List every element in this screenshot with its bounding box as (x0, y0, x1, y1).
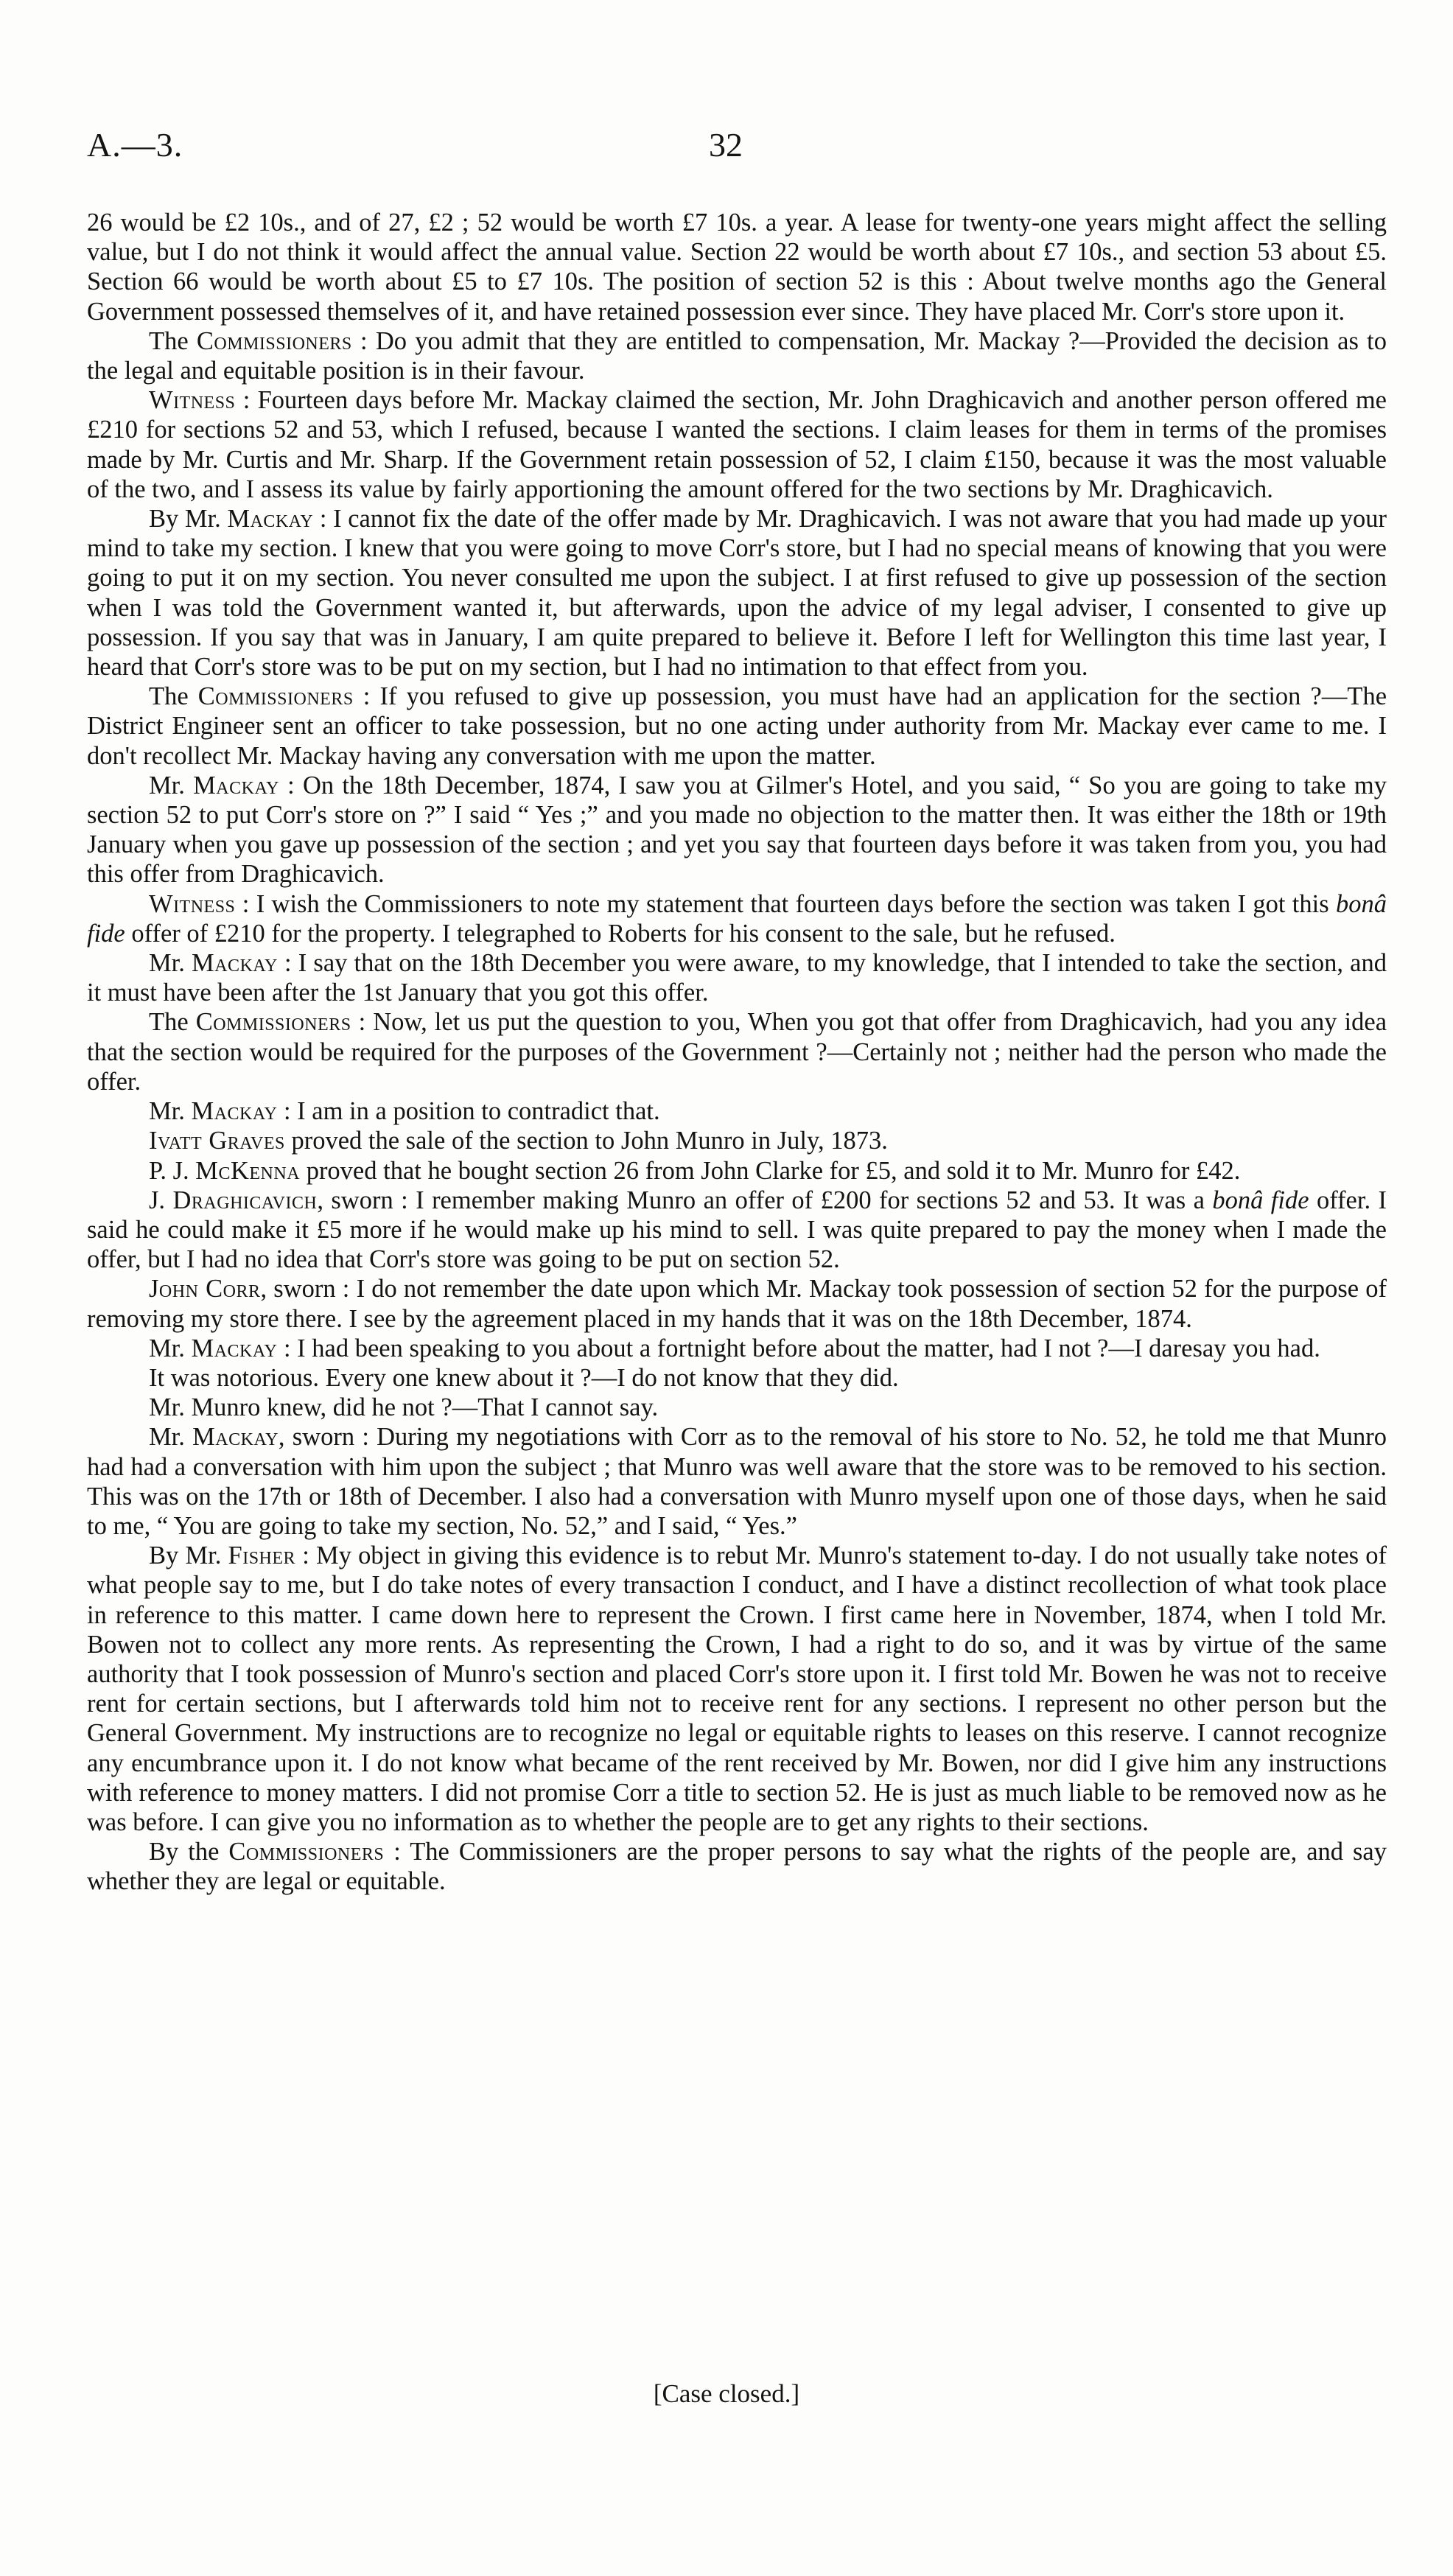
paragraph (87, 771, 1387, 889)
text-run: By the (149, 1838, 229, 1866)
text-run: : Do you admit that they are entitled to compensation, Mr. Mackay ?—Provided the decision as to the legal and equitable position is in their favour. (87, 326, 1387, 385)
text-run: offer of £210 for the property. I telegraphed to Roberts for his consent to the sale, but he refused. (125, 919, 1116, 948)
document-identifier: A.—3. (87, 126, 183, 164)
text-run: : I wish the Commissioners to note my statement that fourteen days before the section was taken I got this (235, 889, 1336, 918)
text-run: : Fourteen days before Mr. Mackay claimed the section, Mr. John Draghicavich and another person offered me £210 for sections 52 and 53, which I refused, because I wanted the sections. I claim leases for them in terms of the promises made by Mr. Curtis and Mr. Sharp. If the Government retain possession of 52, I claim £150, because it was the most valuable of the two, and I assess its value by fairly apportioning the amount offered for the two sections by Mr. Draghicavich. (87, 386, 1387, 503)
text-run: , sworn : I remember making Munro an offer of £200 for sections 52 and 53. It was a (317, 1186, 1213, 1214)
speaker-name: Mackay (191, 1334, 278, 1362)
speaker-name: Mackay (192, 1423, 279, 1452)
speaker-name: Draghicavich (172, 1186, 318, 1214)
paragraph (87, 889, 1387, 948)
paragraph (87, 326, 1387, 385)
text-run: J. (149, 1186, 173, 1214)
paragraph (87, 1363, 1387, 1393)
speaker-name: Commissioners (228, 1838, 385, 1866)
text-run: offer. I said he could make it £5 more if he would make up his mind to sell. I was quite prepared to pay the money when I made the offer, but I had no idea that Corr's store was going to be put on section 52. (87, 1186, 1387, 1274)
text-run: : I say that on the 18th December you were aware, to my knowledge, that I intended to take the section, and it must have been after the 1st January that you got this offer. (87, 949, 1387, 1007)
speaker-name: Mackay (192, 949, 278, 978)
closing-note: [Case closed.] (653, 2379, 800, 2408)
italic-phrase: bonâ fide (87, 889, 1387, 948)
text-run: By Mr. (149, 1541, 228, 1570)
text-run: : The Commissioners are the proper persons to say what the rights of the people are, and say whether they are legal or equitable. (87, 1838, 1387, 1896)
paragraph (87, 385, 1387, 504)
paragraph (87, 948, 1387, 1007)
paragraph (87, 1393, 1387, 1422)
speaker-name: Mackay (193, 771, 279, 799)
paragraph (87, 1422, 1387, 1541)
text-run: : On the 18th December, 1874, I saw you at Gilmer's Hotel, and you said, “ So you are going to take my section 52 to put Corr's store on ?” I said “ Yes ;” and you made no objection to the matter then. It was either the 18th or 19th January when you gave up possession of the section ; and yet you say that fourteen days before it was taken from you, you had this offer from Draghicavich. (87, 771, 1387, 889)
text-run: : I had been speaking to you about a fortnight before about the matter, had I not ?—I daresay you had. (277, 1334, 1320, 1362)
text-run: By Mr. (149, 505, 228, 533)
paragraph (87, 1541, 1387, 1837)
text-run: The (149, 682, 198, 711)
text-run: : Now, let us put the question to you, When you got that offer from Draghicavich, had you any idea that the section would be required for the purposes of the Government ?—Certainly not ; neither had the person who made the offer. (87, 1008, 1387, 1096)
text-run: , sworn : During my negotiations with Corr as to the removal of his store to No. 52, he told me that Munro had had a conversation with him upon the subject ; that Munro was well aware that the store was to be removed to his section. This was on the 17th or 18th of December. I also had a conversation with Munro myself upon one of those days, when he said to me, “ You are going to take my section, No. 52,” and I said, “ Yes.” (87, 1423, 1387, 1540)
paragraph (87, 504, 1387, 682)
paragraph (87, 1156, 1387, 1186)
paragraph (87, 1274, 1387, 1333)
text-run: proved the sale of the section to John Munro in July, 1873. (284, 1127, 888, 1155)
speaker-name: Commissioners (196, 326, 352, 355)
text-run: Mr. (149, 949, 192, 978)
text-run: The (149, 326, 197, 355)
speaker-name: Commissioners (197, 682, 354, 711)
text-run: P. J. (149, 1156, 196, 1185)
text-run: , sworn : I do not remember the date upon which Mr. Mackay took possession of section 52 for the purpose of removing my store there. I see by the agreement placed in my hands that it was on the 18th December, 1874. (87, 1275, 1387, 1333)
speaker-name: Fisher (228, 1541, 296, 1570)
text-run: : If you refused to give up possession, you must have had an application for the section ?—The District Engineer sent an officer to take possession, but no one acting under authority from Mr. Mackay ever came to me. I don't recollect Mr. Mackay having any conversation with me upon the matter. (87, 682, 1387, 770)
text-run: 26 would be £2 10s., and of 27, £2 ; 52 would be worth £7 10s. a year. A lease for twenty-one years might affect the selling value, but I do not think it would affect the annual value. Section 22 would be worth about £7 10s., and section 53 about £5. Section 66 would be worth about £5 to £7 10s. The position of section 52 is this : About twelve months ago the General Government possessed themselves of it, and have retained possession ever since. They have placed Mr. Corr's store upon it. (87, 209, 1387, 326)
text-run: Mr. (149, 1423, 193, 1452)
text-run: proved that he bought section 26 from John Clarke for £5, and sold it to Mr. Munro for £42. (300, 1156, 1241, 1185)
text-run: : I am in a position to contradict that. (277, 1097, 660, 1126)
speaker-name: Commissioners (195, 1008, 351, 1037)
text-run: Mr. (149, 1334, 192, 1362)
italic-phrase: bonâ fide (1212, 1186, 1309, 1214)
paragraph (87, 1096, 1387, 1126)
text-run: : My object in giving this evidence is to rebut Mr. Munro's statement to-day. I do not usually take notes of what people say to me, but I do take notes of every transaction I conduct, and I have a distinct recollection of what took place in reference to this matter. I came down here to represent the Crown. I first came here in November, 1874, when I told Mr. Bowen not to collect any more rents. As representing the Crown, I had a right to do so, and it was by virtue of the same authority that I took possession of Munro's section and placed Corr's store upon it. I first told Mr. Bowen he was not to receive rent for certain sections, but I afterwards told him not to receive rent for any sections. I represent no other person but the General Government. My instructions are to recognize no legal or equitable rights to leases on this reserve. I cannot recognize any encumbrance upon it. I do not know what became of the rent received by Mr. Bowen, nor did I give him any instructions with reference to money matters. I did not promise Corr a title to section 52. He is just as much liable to be removed now as he was before. I can give you no information as to whether the people are to get any rights to their sections. (87, 1541, 1387, 1836)
paragraph (87, 1186, 1387, 1275)
paragraph (87, 682, 1387, 771)
paragraph (87, 1007, 1387, 1096)
text-run: The (149, 1008, 196, 1037)
paragraph (87, 1837, 1387, 1896)
speaker-name: Mackay (227, 505, 314, 533)
text-run: : I cannot fix the date of the offer made by Mr. Draghicavich. I was not aware that you had made up your mind to take my section. I knew that you were going to move Corr's store, but I had no special means of knowing that you were going to put it on my section. You never consulted me upon the subject. I at first refused to give up possession of the section when I was told the Government wanted it, but afterwards, upon the advice of my legal adviser, I consented to give up possession. If you say that was in January, I am quite prepared to believe it. Before I left for Wellington this time last year, I heard that Corr's store was to be put on my section, but I had no intimation to that effect from you. (87, 505, 1387, 682)
paragraph (87, 1334, 1387, 1363)
text-run: Mr. Munro knew, did he not ?—That I cannot say. (149, 1393, 659, 1422)
text-run: Mr. (149, 1097, 192, 1126)
paragraph (87, 1126, 1387, 1155)
speaker-name: McKenna (195, 1156, 301, 1185)
text-run: Mr. (149, 771, 194, 799)
speaker-name: Ivatt Graves (149, 1127, 285, 1155)
page-number: 32 (709, 126, 743, 164)
text-run: It was notorious. Every one knew about it ?—I do not know that they did. (149, 1363, 899, 1392)
document-body (87, 208, 1387, 1897)
paragraph (87, 208, 1387, 326)
speaker-name: Mackay (191, 1097, 278, 1126)
speaker-name: John Corr (149, 1275, 261, 1303)
speaker-name: Witness (149, 889, 236, 918)
speaker-name: Witness (149, 386, 236, 415)
